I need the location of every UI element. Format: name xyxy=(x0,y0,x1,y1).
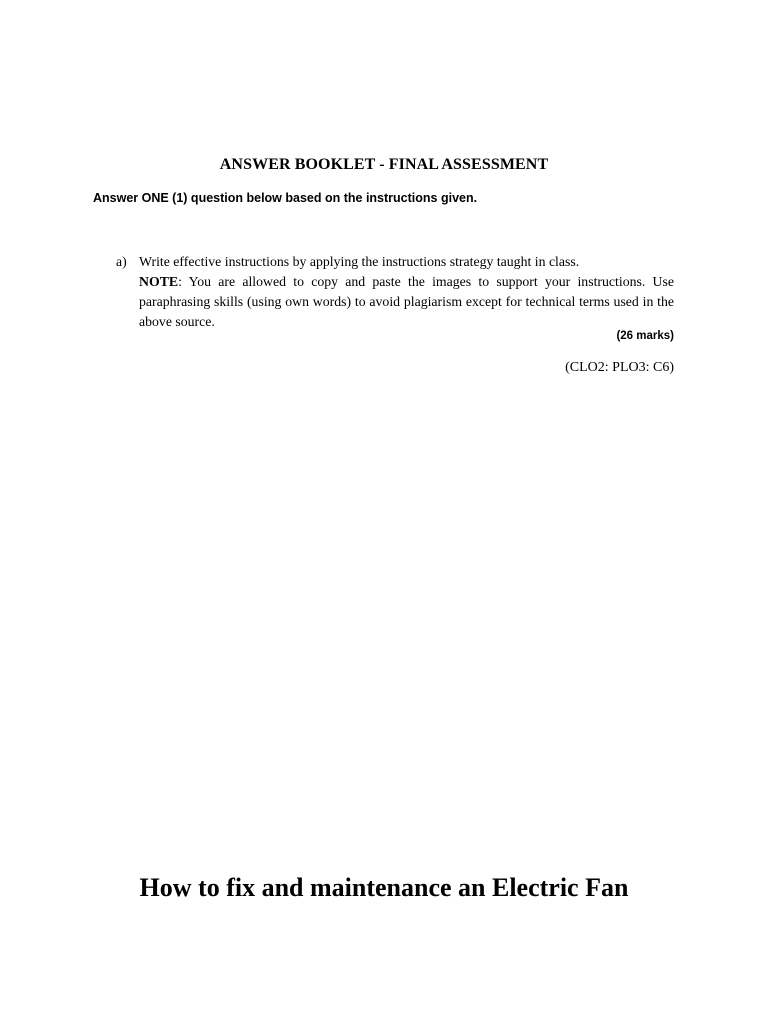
question-text: Write effective instructions by applying the instructions strategy taught in class. xyxy=(139,254,580,269)
note-label: NOTE xyxy=(139,274,179,289)
question-note xyxy=(139,272,674,332)
marks-label: (26 marks) xyxy=(616,330,674,342)
booklet-title: ANSWER BOOKLET - FINAL ASSESSMENT xyxy=(219,156,549,173)
answer-instruction: Answer ONE (1) question below based on the instructions given. xyxy=(93,191,478,205)
note-text: : You are allowed to copy and paste the images to support your instructions. Use paraphrasing skills (using own words) to avoid plagiarism except for technical terms used in the above source. xyxy=(139,274,674,329)
question-body xyxy=(139,252,674,332)
question-label: a) xyxy=(116,254,127,269)
source-title: How to fix and maintenance an Electric Fan xyxy=(139,873,629,902)
clo-label: (CLO2: PLO3: C6) xyxy=(565,360,674,375)
